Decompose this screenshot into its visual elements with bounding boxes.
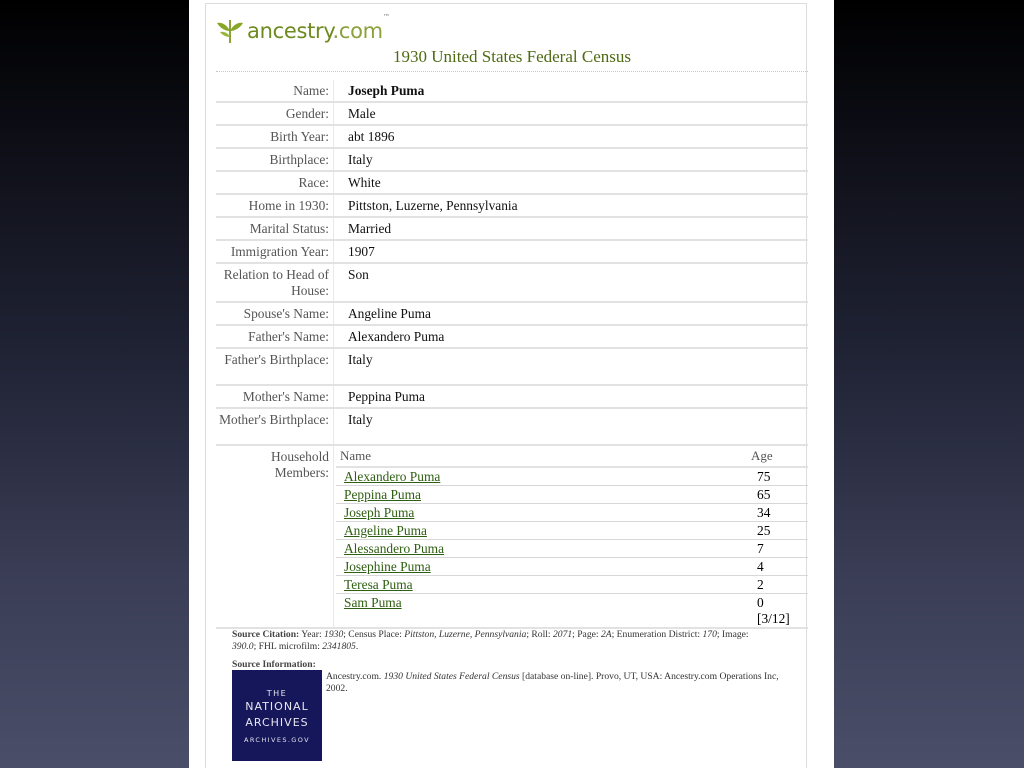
field-label: Mother's Birthplace:: [219, 412, 329, 427]
household-member-row: [336, 558, 808, 576]
col-name-header: Name: [340, 448, 372, 463]
field-row-marital-status: [216, 218, 808, 241]
col-age-header: Age: [751, 448, 773, 463]
archives-logo-line: ARCHIVES.GOV: [243, 736, 310, 744]
member-age: 4: [757, 559, 764, 574]
field-label: Father's Name:: [248, 329, 329, 344]
logo-trademark: ™: [382, 13, 390, 21]
citation-text: ; Roll:: [526, 629, 553, 640]
field-label: Gender:: [285, 106, 329, 121]
member-age: 75: [757, 469, 771, 484]
citation-text: Year:: [301, 629, 325, 640]
field-row-name: [216, 80, 808, 103]
field-row-father: [216, 326, 808, 349]
citation-text: 2A: [600, 629, 612, 640]
member-name-link[interactable]: Joseph Puma: [344, 505, 415, 520]
logo-domain: .com: [332, 19, 383, 43]
member-age: 0 [3/12]: [757, 595, 790, 626]
household-table: [333, 446, 808, 627]
field-value: Italy: [333, 349, 808, 384]
ancestry-logo[interactable]: [215, 15, 390, 47]
field-label: Name:: [293, 83, 329, 98]
national-archives-logo[interactable]: [232, 670, 322, 761]
field-label: Mother's Name:: [242, 389, 329, 404]
field-label: Birthplace:: [269, 152, 329, 167]
citation-text: ; Census Place:: [343, 629, 405, 640]
field-row-relation: [216, 264, 808, 303]
member-name-link[interactable]: Alexandero Puma: [344, 469, 441, 484]
field-value: Son: [333, 264, 808, 301]
citation-text: ; Page:: [572, 629, 601, 640]
field-label: Father's Birthplace:: [224, 352, 329, 367]
household-member-row: [336, 504, 808, 522]
field-value: Male: [333, 103, 808, 124]
archives-logo-line: ARCHIVES: [245, 716, 309, 729]
citation-text: 2341805: [322, 641, 356, 652]
citation-text: ; FHL microfilm:: [253, 641, 323, 652]
field-row-spouse: [216, 303, 808, 326]
citation-text: .: [355, 641, 359, 652]
field-value: 1907: [333, 241, 808, 262]
field-label: Relation to Head of House:: [223, 267, 329, 298]
record-table: [216, 80, 808, 629]
field-value: Married: [333, 218, 808, 239]
archives-logo-line: THE: [266, 689, 288, 698]
logo-name: ancestry: [247, 19, 333, 43]
household-label: Household Members:: [270, 449, 329, 480]
household-header: [336, 446, 808, 468]
source-info-part: [database on-line]. Provo, UT, USA: Ancestry.com Operations Inc, 2002.: [326, 671, 779, 694]
title-divider: [216, 71, 808, 72]
member-age: 25: [757, 523, 771, 538]
field-value: Pittston, Luzerne, Pennsylvania: [333, 195, 808, 216]
field-row-race: [216, 172, 808, 195]
member-age: 2: [757, 577, 764, 592]
field-value: Joseph Puma: [333, 80, 808, 101]
field-row-mother: [216, 386, 808, 409]
leaf-icon: [215, 17, 245, 45]
field-row-mother-birthplace: [216, 409, 808, 446]
household-member-row: [336, 522, 808, 540]
member-age: 34: [757, 505, 771, 520]
field-label: Birth Year:: [270, 129, 329, 144]
source-info-part: Ancestry.com.: [326, 671, 384, 682]
field-row-immigration-year: [216, 241, 808, 264]
source-information-label: Source Information:: [232, 659, 316, 670]
household-member-row: [336, 540, 808, 558]
member-name-link[interactable]: Teresa Puma: [344, 577, 413, 592]
member-name-link[interactable]: Josephine Puma: [344, 559, 431, 574]
field-value: abt 1896: [333, 126, 808, 147]
source-citation: [232, 629, 752, 653]
source-info-part: 1930 United States Federal Census: [383, 671, 520, 682]
source-information-text: [326, 671, 796, 695]
field-value: Italy: [333, 149, 808, 170]
page-title: 1930 United States Federal Census: [393, 47, 631, 66]
field-row-home: [216, 195, 808, 218]
household-section: [216, 446, 808, 629]
member-name-link[interactable]: Alessandero Puma: [344, 541, 445, 556]
field-value: Italy: [333, 409, 808, 444]
member-name-link[interactable]: Sam Puma: [344, 595, 402, 610]
field-value: Alexandero Puma: [333, 326, 808, 347]
citation-text: ; Image:: [716, 629, 749, 640]
field-label: Marital Status:: [249, 221, 329, 236]
household-member-row: [336, 468, 808, 486]
field-label: Immigration Year:: [230, 244, 329, 259]
household-member-row: [336, 576, 808, 594]
field-value: Angeline Puma: [333, 303, 808, 324]
citation-label: Source Citation:: [232, 629, 300, 640]
field-label: Spouse's Name:: [243, 306, 329, 321]
field-value: Peppina Puma: [333, 386, 808, 407]
citation-text: ; Enumeration District:: [611, 629, 703, 640]
field-value: White: [333, 172, 808, 193]
member-age: 7: [757, 541, 764, 556]
field-row-birthplace: [216, 149, 808, 172]
field-label: Home in 1930:: [248, 198, 329, 213]
member-age: 65: [757, 487, 771, 502]
field-label: Race:: [298, 175, 329, 190]
field-row-father-birthplace: [216, 349, 808, 386]
household-member-row: [336, 594, 808, 627]
member-name-link[interactable]: Angeline Puma: [344, 523, 427, 538]
household-member-row: [336, 486, 808, 504]
citation-text: 170: [702, 629, 717, 640]
citation-text: Pittston, Luzerne, Pennsylvania: [404, 629, 527, 640]
archives-logo-line: NATIONAL: [245, 700, 309, 713]
citation-text: 1930: [324, 629, 344, 640]
citation-text: 2071: [552, 629, 573, 640]
field-row-gender: [216, 103, 808, 126]
document-page: [189, 0, 834, 768]
member-name-link[interactable]: Peppina Puma: [344, 487, 421, 502]
citation-text: 390.0: [232, 641, 254, 652]
logo-text: [247, 13, 390, 43]
field-row-birth-year: [216, 126, 808, 149]
